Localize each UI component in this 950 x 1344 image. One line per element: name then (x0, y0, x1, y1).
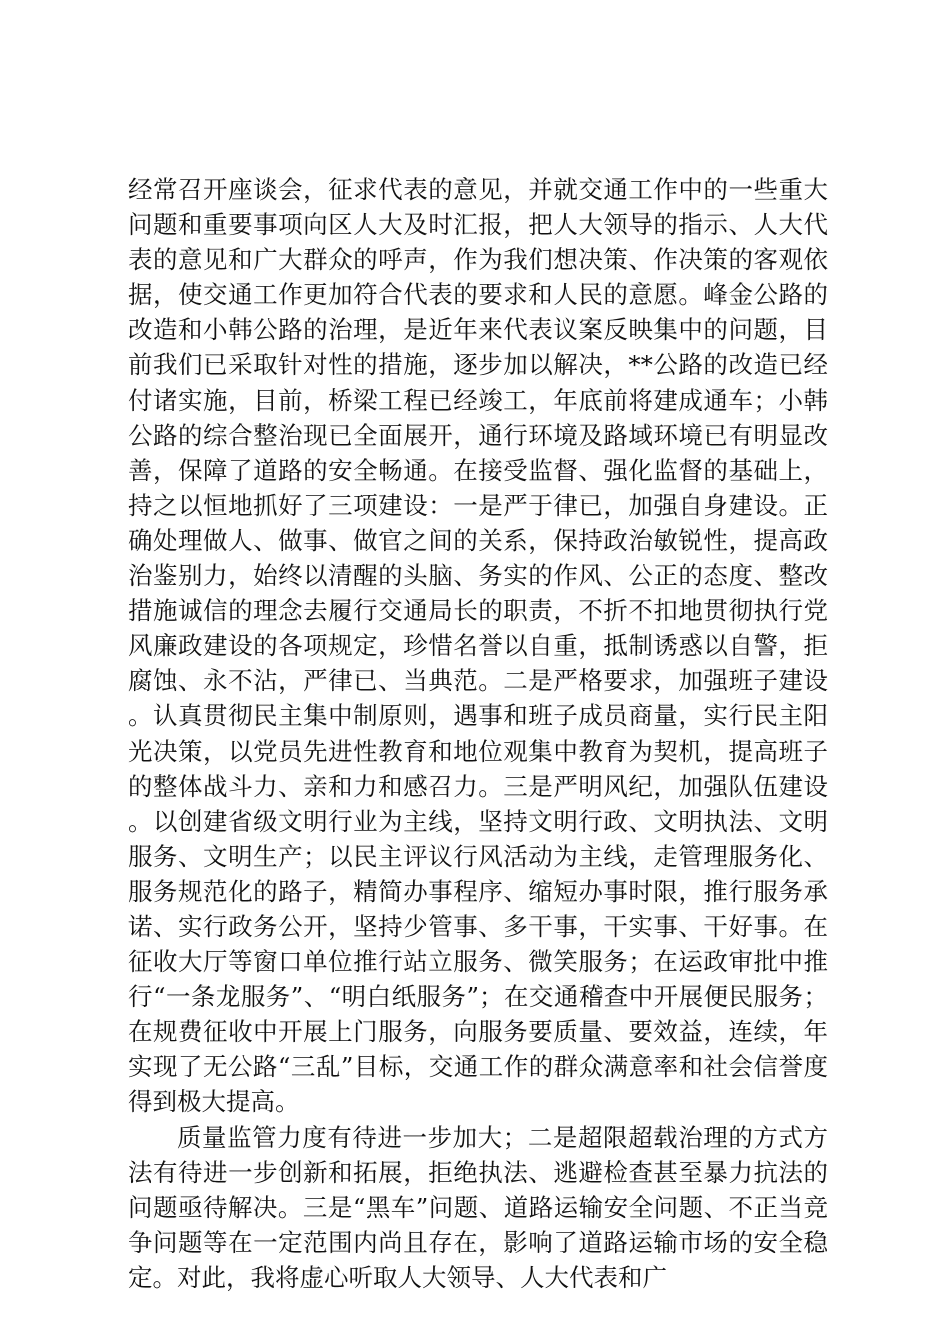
body-paragraph: 经常召开座谈会，征求代表的意见，并就交通工作中的一些重大问题和重要事项向区人大及时汇报，把人大领导的指示、人大代表的意见和广大群众的呼声，作为我们想决策、作决策的客观依据，使交通工作更加符合代表的要求和人民的意愿。峰金公路的改造和小韩公路的治理，是近年来代表议案反映集中的问题，目前我们已采取针对性的措施，逐步加以解决，**公路的改造已经付诸实施，目前，桥梁工程已经竣工，年底前将建成通车；小韩公路的综合整治现已全面展开，通行环境及路域环境已有明显改善，保障了道路的安全畅通。在接受监督、强化监督的基础上，持之以恒地抓好了三项建设：一是严于律已，加强自身建设。正确处理做人、做事、做官之间的关系，保持政治敏锐性，提高政治鉴别力，始终以清醒的头脑、务实的作风、公正的态度、整改措施诚信的理念去履行交通局长的职责，不折不扣地贯彻执行党风廉政建设的各项规定，珍惜名誉以自重，抵制诱惑以自警，拒腐蚀、永不沾，严律已、当典范。二是严格要求，加强班子建设。认真贯彻民主集中制原则，遇事和班子成员商量，实行民主阳光决策，以党员先进性教育和地位观集中教育为契机，提高班子的整体战斗力、亲和力和感召力。三是严明风纪，加强队伍建设。以创建省级文明行业为主线，坚持文明行政、文明执法、文明服务、文明生产；以民主评议行风活动为主线，走管理服务化、服务规范化的路子，精简办事程序、缩短办事时限，推行服务承诺、实行政务公开，坚持少管事、多干事，干实事、干好事。在征收大厅等窗口单位推行站立服务、微笑服务；在运政审批中推行“一条龙服务”、“明白纸服务”；在交通稽查中开展便民服务；在规费征收中开展上门服务，向服务要质量、要效益，连续，年实现了无公路“三乱”目标，交通工作的群众满意率和社会信誉度得到极大提高。 (128, 175, 828, 1117)
body-paragraph: 质量监管力度有待进一步加大；二是超限超载治理的方式方法有待进一步创新和拓展，拒绝执法、逃避检查甚至暴力抗法的问题亟待解决。三是“黑车”问题、道路运输安全问题、不正当竞争问题等在一定范围内尚且存在，影响了道路运输市场的安全稳定。对此，我将虚心听取人大领导、人大代表和广 (128, 1122, 828, 1292)
document-body (128, 172, 828, 1295)
